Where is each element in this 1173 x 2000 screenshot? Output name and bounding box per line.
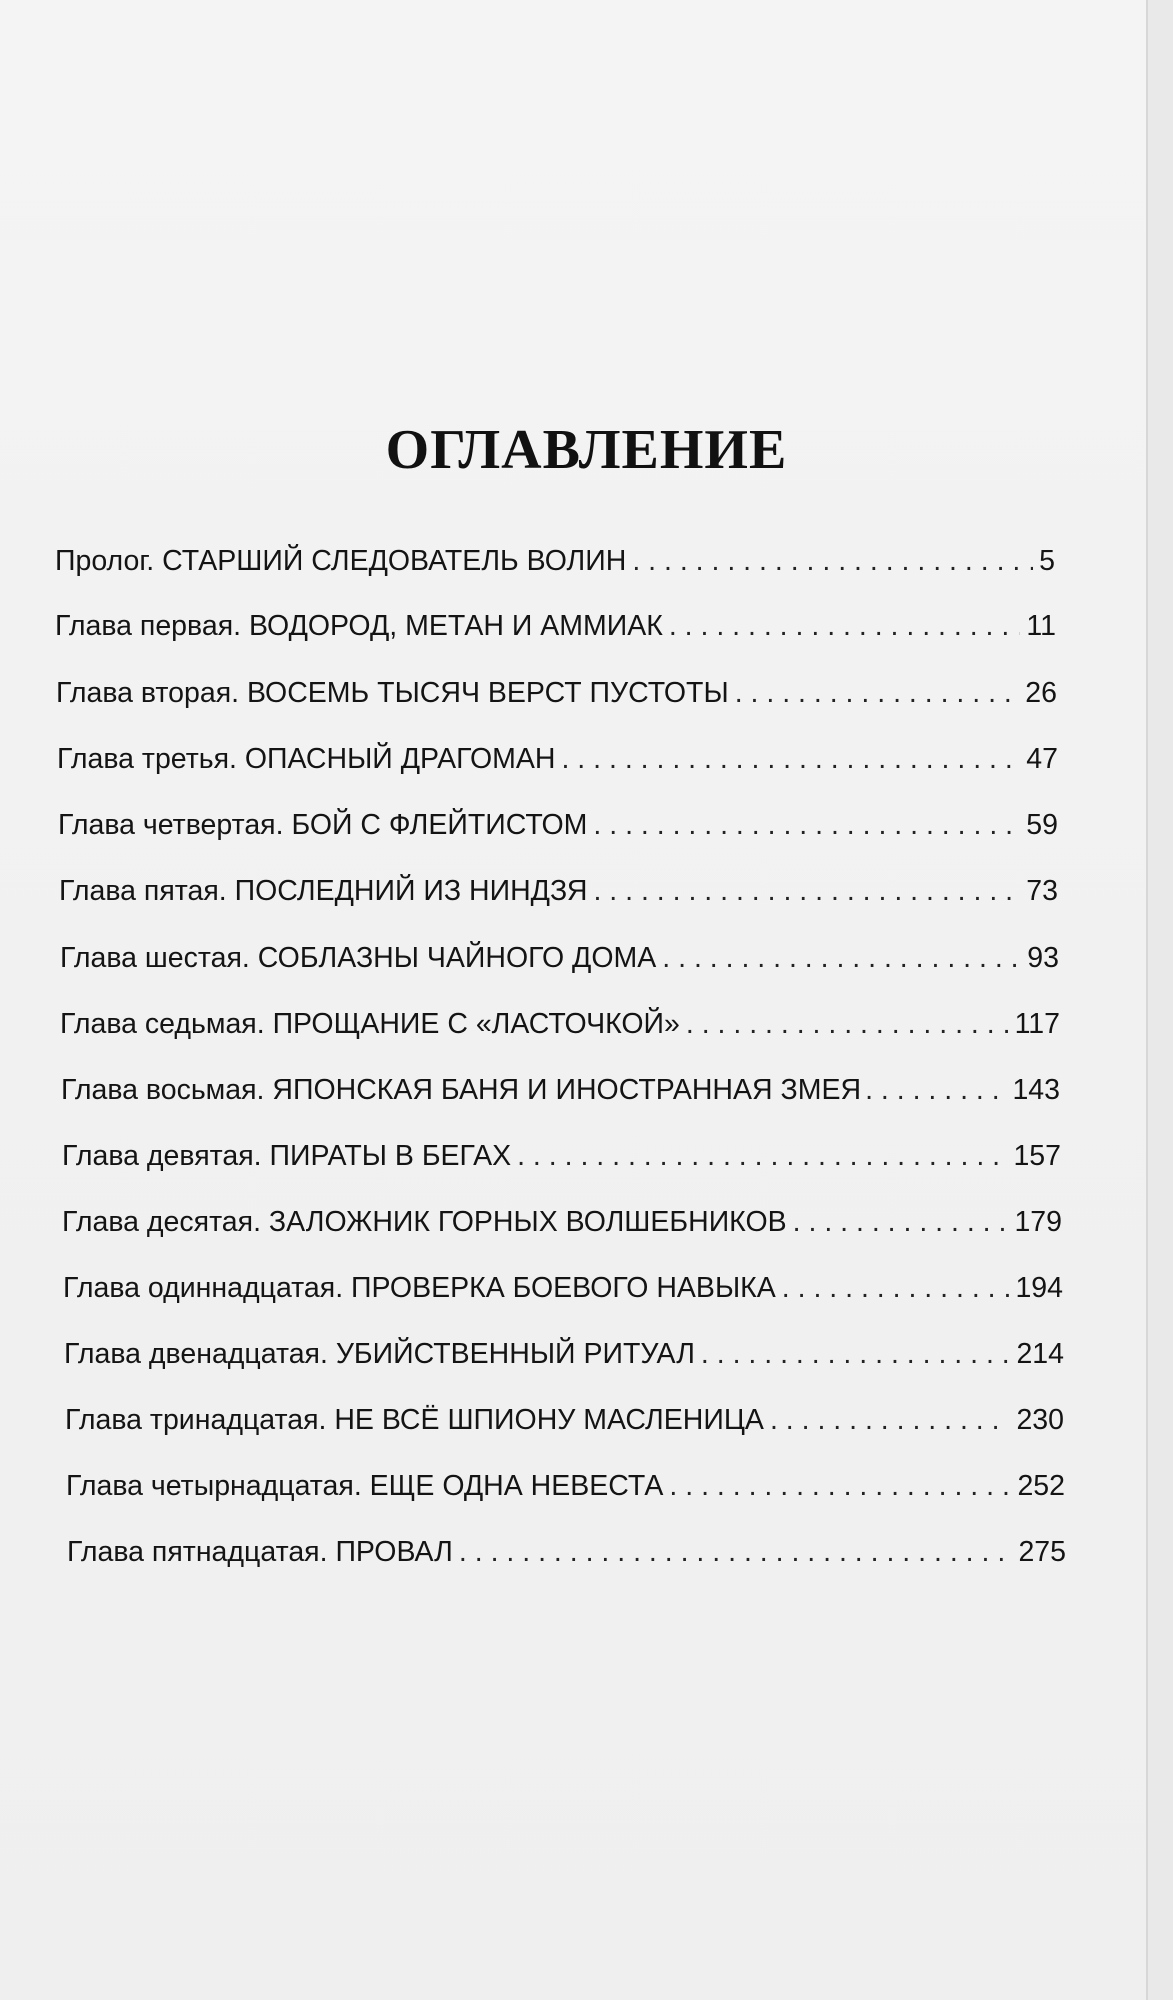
toc-entry (56, 677, 1057, 717)
toc-leader-dots (735, 677, 1020, 710)
toc-entry-title: Глава двенадцатая. УБИЙСТВЕННЫЙ РИТУАЛ (64, 1338, 695, 1370)
toc-entry-title: Глава девятая. ПИРАТЫ В БЕГАХ (62, 1140, 512, 1172)
toc-entry-title: Глава тринадцатая. НЕ ВСЁ ШПИОНУ МАСЛЕНИЦА (65, 1404, 764, 1436)
toc-leader-dots (517, 1140, 1007, 1173)
toc-entry-page: 11 (1026, 610, 1056, 642)
toc-entry (62, 1140, 1061, 1180)
toc-entry-title: Глава одиннадцатая. ПРОВЕРКА БОЕВОГО НАВЫКА (63, 1272, 776, 1304)
toc-entry-page: 230 (1016, 1404, 1064, 1436)
toc-leader-dots (770, 1404, 1011, 1437)
toc-entry (55, 545, 1055, 585)
toc-leader-dots (593, 809, 1020, 842)
toc-entry (66, 1470, 1065, 1510)
toc-leader-dots (701, 1338, 1011, 1371)
toc-entry-page: 194 (1015, 1272, 1063, 1304)
toc-entry (60, 942, 1059, 982)
toc-leader-dots (662, 942, 1021, 975)
toc-leader-dots (793, 1206, 1009, 1239)
toc-entry (60, 1008, 1060, 1048)
toc-entry-page: 117 (1014, 1008, 1060, 1040)
toc-entry (55, 610, 1056, 650)
toc-leader-dots (593, 875, 1020, 908)
toc-entry-title: Глава пятая. ПОСЛЕДНИЙ ИЗ НИНДЗЯ (59, 875, 588, 907)
toc-entry (63, 1272, 1063, 1312)
toc-leader-dots (782, 1272, 1010, 1305)
toc-entry-page: 214 (1016, 1338, 1064, 1370)
toc-leader-dots (669, 1470, 1011, 1503)
toc-entry-page: 179 (1014, 1206, 1062, 1238)
toc-entry (61, 1074, 1060, 1114)
toc-entry-page: 93 (1027, 942, 1059, 974)
toc-entry-title: Глава вторая. ВОСЕМЬ ТЫСЯЧ ВЕРСТ ПУСТОТЫ (56, 677, 729, 709)
toc-entry-title: Пролог. СТАРШИЙ СЛЕДОВАТЕЛЬ ВОЛИН (55, 545, 627, 577)
toc-entry (58, 809, 1058, 849)
toc-leader-dots (561, 743, 1020, 776)
toc-entry-title: Глава пятнадцатая. ПРОВАЛ (67, 1536, 453, 1568)
toc-entry-page: 59 (1026, 809, 1058, 841)
toc-entry (67, 1536, 1066, 1576)
toc-entry-title: Глава десятая. ЗАЛОЖНИК ГОРНЫХ ВОЛШЕБНИКОВ (62, 1206, 787, 1238)
toc-entry-title: Глава шестая. СОБЛАЗНЫ ЧАЙНОГО ДОМА (60, 942, 657, 974)
toc-entry-title: Глава четырнадцатая. ЕЩЕ ОДНА НЕВЕСТА (66, 1470, 664, 1502)
toc-entry-title: Глава первая. ВОДОРОД, МЕТАН И АММИАК (55, 610, 663, 642)
toc-entry-page: 143 (1012, 1074, 1060, 1106)
toc-entry-title: Глава четвертая. БОЙ С ФЛЕЙТИСТОМ (58, 809, 588, 841)
toc-entry-page: 5 (1039, 545, 1055, 577)
toc-leader-dots (865, 1074, 1008, 1107)
toc-leader-dots (669, 610, 1021, 643)
page-title: ОГЛАВЛЕНИЕ (385, 419, 788, 481)
toc-entry (65, 1404, 1064, 1444)
toc-leader-dots (459, 1536, 1013, 1569)
toc-entry-page: 157 (1013, 1140, 1061, 1172)
toc-entry-page: 73 (1026, 875, 1058, 907)
toc-entry-page: 47 (1026, 743, 1058, 775)
toc-entry-page: 252 (1017, 1470, 1065, 1502)
toc-entry (59, 875, 1058, 915)
toc-entry-title: Глава седьмая. ПРОЩАНИЕ С «ЛАСТОЧКОЙ» (60, 1008, 680, 1040)
toc-entry (57, 743, 1058, 783)
toc-leader-dots (632, 545, 1033, 578)
toc-entry-title: Глава восьмая. ЯПОНСКАЯ БАНЯ И ИНОСТРАННАЯ ЗМЕЯ (61, 1074, 862, 1106)
toc-entry (62, 1206, 1062, 1246)
toc-entry (64, 1338, 1064, 1378)
toc-leader-dots (686, 1008, 1009, 1041)
toc-entry-title: Глава третья. ОПАСНЫЙ ДРАГОМАН (57, 743, 556, 775)
toc-entry-page: 275 (1018, 1536, 1066, 1568)
toc-entry-page: 26 (1025, 677, 1057, 709)
